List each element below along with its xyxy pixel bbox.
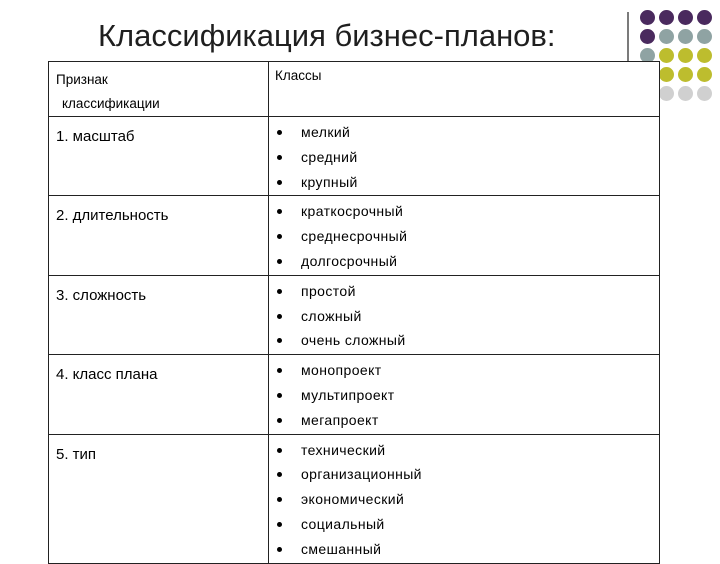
decorative-dot: [678, 48, 693, 63]
row-classes: [269, 196, 659, 274]
list-item: [269, 304, 659, 329]
row-criterion: 1. масштаб: [49, 117, 269, 195]
bullet-icon: [277, 130, 282, 135]
bullet-icon: [277, 393, 282, 398]
list-item: [269, 487, 659, 512]
bullet-icon: [277, 209, 282, 214]
list-item: [269, 438, 659, 463]
class-label: средний: [301, 148, 358, 165]
class-label: долгосрочный: [301, 252, 398, 269]
list-item: [269, 170, 659, 195]
decorative-dot: [678, 10, 693, 25]
class-label: краткосрочный: [301, 203, 404, 220]
list-item: [269, 462, 659, 487]
bullet-icon: [277, 180, 282, 185]
decorative-dot: [697, 29, 712, 44]
class-list: [269, 117, 659, 195]
list-item: [269, 408, 659, 433]
bullet-icon: [277, 259, 282, 264]
class-label: мелкий: [301, 124, 351, 140]
class-label: мультипроект: [301, 386, 395, 403]
class-label: крупный: [301, 173, 358, 190]
bullet-icon: [277, 547, 282, 552]
class-list: [269, 355, 659, 433]
class-list: [269, 276, 659, 354]
list-item: [269, 224, 659, 249]
list-item: [269, 328, 659, 353]
table-row: [49, 275, 659, 354]
row-classes: [269, 355, 659, 433]
bullet-icon: [277, 314, 282, 319]
table-row: [49, 354, 659, 433]
decorative-dot: [697, 10, 712, 25]
bullet-icon: [277, 418, 282, 423]
page-title: Классификация бизнес-планов:: [98, 18, 556, 53]
class-label: социальный: [301, 515, 385, 532]
row-classes: [269, 117, 659, 195]
header-criterion: [49, 62, 269, 116]
bullet-icon: [277, 522, 282, 527]
bullet-icon: [277, 289, 282, 294]
bullet-icon: [277, 234, 282, 239]
decorative-dot: [659, 86, 674, 101]
class-list: [269, 196, 659, 274]
class-label: мегапроект: [301, 411, 379, 428]
list-item: [269, 537, 659, 562]
row-criterion: 5. тип: [49, 435, 269, 563]
list-item: [269, 199, 659, 224]
decorative-dot: [697, 86, 712, 101]
decorative-dot: [678, 86, 693, 101]
class-label: организационный: [301, 466, 422, 483]
list-item: [269, 279, 659, 304]
decorative-dot: [659, 10, 674, 25]
decorative-dot: [678, 29, 693, 44]
class-label: сложный: [301, 307, 362, 324]
list-item: [269, 358, 659, 383]
bullet-icon: [277, 448, 282, 453]
class-label: монопроект: [301, 362, 382, 379]
class-list: [269, 435, 659, 563]
class-label: экономический: [301, 491, 405, 508]
bullet-icon: [277, 368, 282, 373]
decorative-dot: [640, 10, 655, 25]
class-label: смешанный: [301, 540, 382, 557]
class-label: простой: [301, 282, 356, 299]
decorative-dot: [678, 67, 693, 82]
decorative-dot: [697, 67, 712, 82]
bullet-icon: [277, 155, 282, 160]
class-label: среднесрочный: [301, 228, 408, 245]
class-label: технический: [301, 441, 386, 458]
row-classes: [269, 435, 659, 563]
row-criterion: 2. длительность: [49, 196, 269, 274]
list-item: [269, 512, 659, 537]
table-header-row: [49, 62, 659, 116]
list-item: [269, 145, 659, 170]
header-classes: Классы: [275, 68, 322, 83]
row-classes: [269, 276, 659, 354]
list-item: [269, 249, 659, 274]
table-row: [49, 116, 659, 195]
decorative-dot: [697, 48, 712, 63]
header-criterion-line2: классификации: [62, 96, 160, 111]
row-criterion: 3. сложность: [49, 276, 269, 354]
row-criterion: 4. класс плана: [49, 355, 269, 433]
bullet-icon: [277, 497, 282, 502]
decorative-dot: [640, 29, 655, 44]
decorative-dot: [659, 29, 674, 44]
header-criterion-line1: Признак: [56, 72, 108, 87]
decorative-dot: [659, 67, 674, 82]
bullet-icon: [277, 472, 282, 477]
list-item: [269, 383, 659, 408]
class-label: очень сложный: [301, 332, 406, 349]
decorative-dot: [659, 48, 674, 63]
table-row: [49, 434, 659, 563]
bullet-icon: [277, 338, 282, 343]
classification-table: [48, 61, 660, 564]
list-item: [269, 120, 659, 145]
table-row: [49, 195, 659, 274]
